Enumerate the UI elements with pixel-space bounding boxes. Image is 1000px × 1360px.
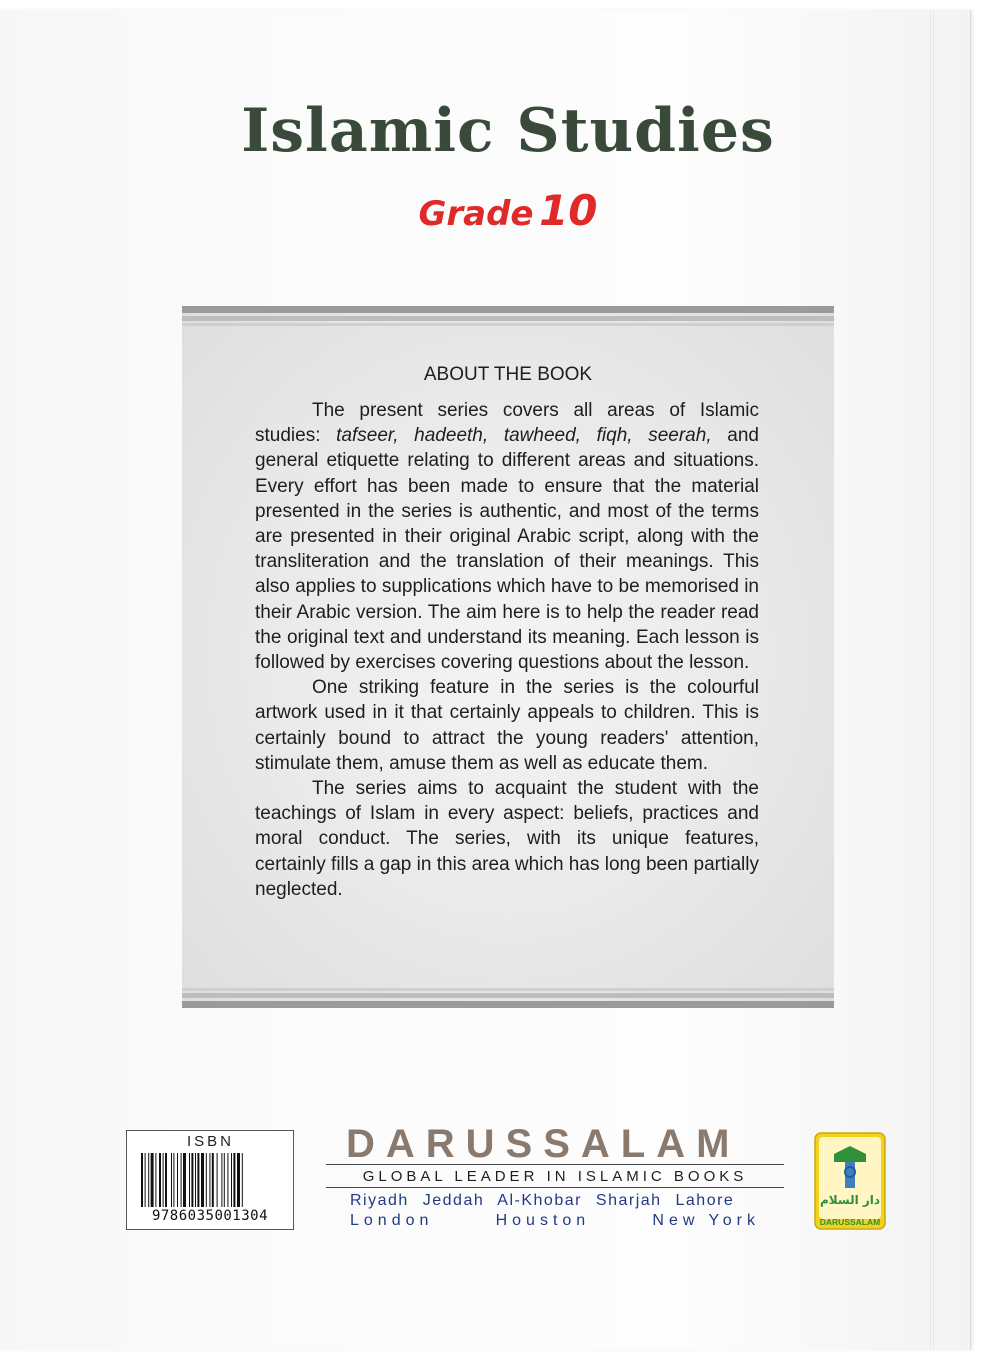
darussalam-logo-icon — [814, 1132, 886, 1230]
grade-label — [0, 186, 1000, 235]
about-p1-terms: tafseer, hadeeth, tawheed, fiqh, seerah, — [336, 425, 712, 447]
about-paragraph-2: One striking feature in the series is the colourful artwork used in it that certainly appeals to children. This is certainly bound to attract the young readers' attention, stimulate them, amuse them as well as educate them. — [255, 677, 759, 774]
barcode-bar — [227, 1153, 228, 1207]
barcode-bar — [224, 1153, 225, 1207]
isbn-label: ISBN — [187, 1133, 235, 1150]
barcode-bar — [231, 1153, 232, 1207]
about-heading: ABOUT THE BOOK — [423, 364, 593, 385]
barcode-bar — [217, 1153, 218, 1207]
barcode-bar — [181, 1153, 182, 1207]
barcode-bar — [189, 1153, 190, 1207]
isbn-barcode-box — [126, 1130, 294, 1230]
barcode-bar — [242, 1153, 243, 1207]
top-stripe — [182, 316, 834, 321]
bottom-stripe — [182, 988, 834, 991]
about-text — [255, 398, 759, 902]
barcode-bar — [197, 1153, 199, 1207]
bottom-stripe — [182, 993, 834, 998]
barcode-bar — [155, 1153, 156, 1207]
barcode-bar — [159, 1153, 161, 1207]
barcode-bar — [212, 1153, 214, 1207]
barcode-bar — [165, 1153, 167, 1207]
barcode-bar — [173, 1153, 174, 1207]
barcode-bar — [151, 1153, 154, 1207]
city-new-york: New York — [652, 1212, 760, 1229]
publisher-name: DARUSSALAM — [346, 1122, 741, 1166]
barcode-bar — [191, 1153, 193, 1207]
barcode-bar — [148, 1153, 149, 1207]
isbn-number: 9786035001304 — [151, 1208, 269, 1224]
about-paragraph-1 — [255, 398, 759, 675]
grade-number: 10 — [539, 186, 598, 235]
barcode-bar — [233, 1153, 235, 1207]
about-p1-intro: The present series covers all areas of Islamic studies: — [255, 400, 759, 447]
city-london: London — [350, 1212, 434, 1229]
grade-word: Grade — [418, 194, 534, 234]
logo-arabic: دار السلام — [819, 1193, 881, 1207]
barcode-bar — [163, 1153, 164, 1207]
barcode-icon — [141, 1153, 279, 1207]
barcode-bar — [201, 1153, 204, 1207]
barcode-bar — [183, 1153, 186, 1207]
book-title: Islamic Studies — [241, 96, 775, 166]
barcode-bar — [209, 1153, 210, 1207]
publisher-cities-line1: Riyadh Jeddah Al-Khobar Sharjah Lahore — [350, 1192, 735, 1209]
about-panel — [182, 306, 834, 1008]
top-stripe — [182, 306, 834, 313]
city-houston: Houston — [495, 1212, 591, 1229]
publisher-tagline: GLOBAL LEADER IN ISLAMIC BOOKS — [326, 1164, 784, 1188]
bottom-stripe — [182, 1001, 834, 1008]
barcode-bar — [195, 1153, 196, 1207]
barcode-bar — [206, 1153, 207, 1207]
barcode-bar — [221, 1153, 222, 1207]
barcode-bar — [141, 1153, 143, 1207]
barcode-bar — [145, 1153, 146, 1207]
logo-wordmark: DARUSSALAM — [819, 1217, 881, 1227]
barcode-bar — [177, 1153, 178, 1207]
barcode-bar — [171, 1153, 172, 1207]
about-p1-rest: and general etiquette relating to different areas and situations. Every effort has been made to ensure that the material presented in the series is authentic, and most of the terms are presented in their original Arabic script, along with the transliteration and the translation of their meanings. This also applies to supplications which have to be memorised in their Arabic version. The aim here is to help the reader read the original text and understand its meaning. Each lesson is followed by exercises covering questions about the lesson. — [255, 425, 759, 674]
top-stripe — [182, 323, 834, 326]
about-paragraph-3: The series aims to acquaint the student with the teachings of Islam in every aspect: beliefs, practices and moral conduct. The series, with its unique features, certainly fills a gap in this area which has long been partially neglected. — [255, 778, 759, 900]
publisher-cities-line2 — [350, 1212, 760, 1230]
barcode-bar — [237, 1153, 240, 1207]
